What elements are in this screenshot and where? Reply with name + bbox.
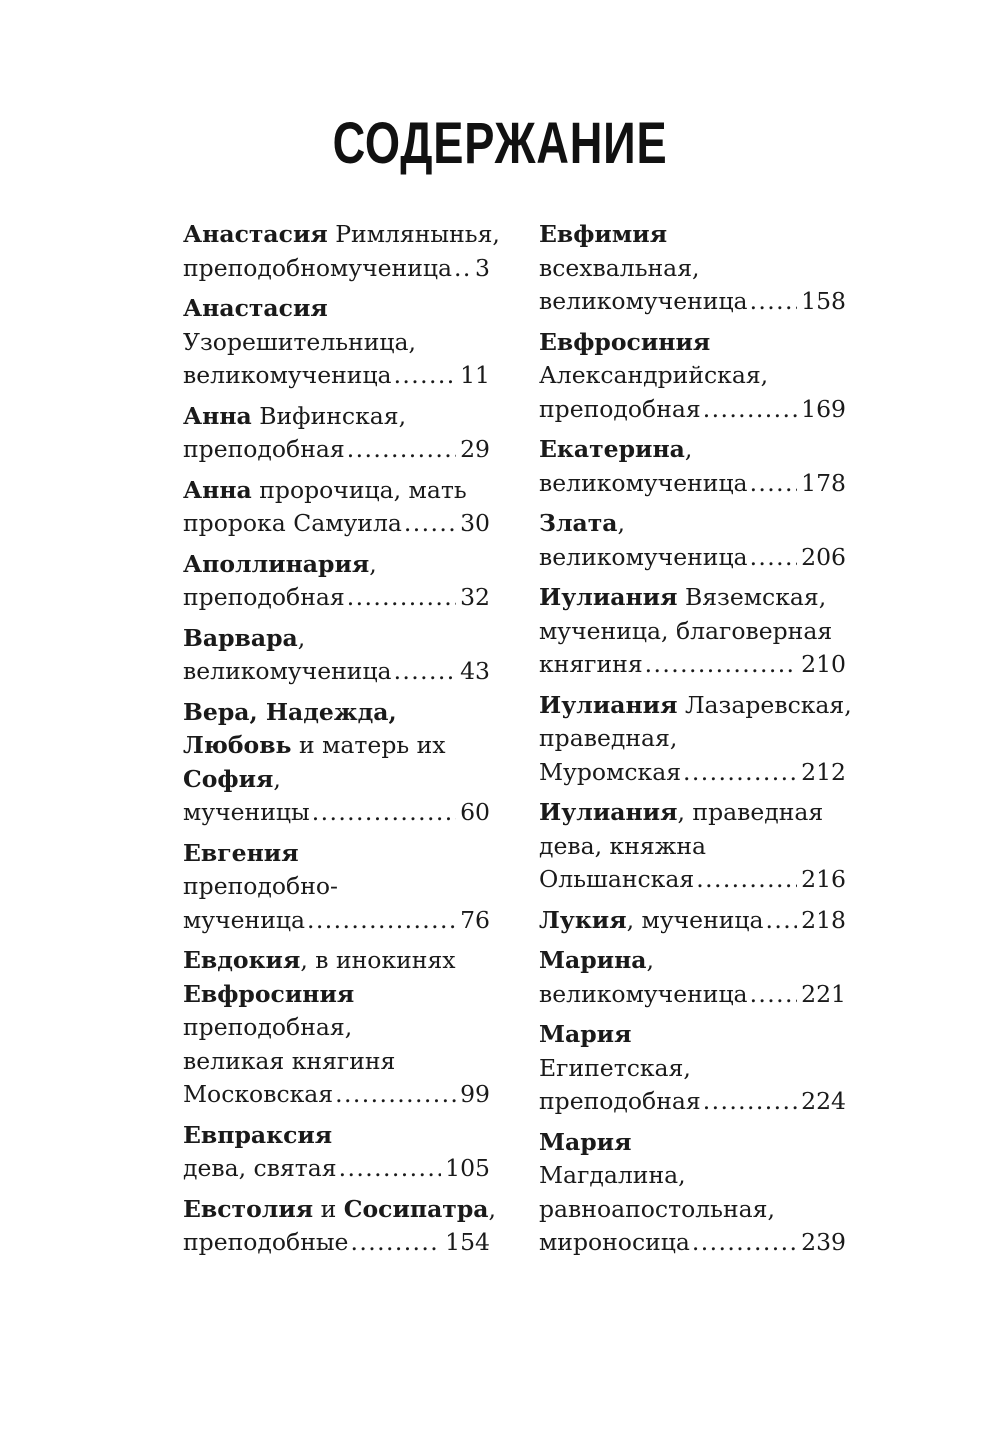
entry-text: Узорешительница, <box>183 327 416 356</box>
toc-column-right <box>539 218 852 1267</box>
entry-text: равноапостольная, <box>539 1194 775 1223</box>
toc-column-left <box>183 218 500 1267</box>
page-number: 30 <box>460 509 490 537</box>
dot-leader <box>683 756 797 790</box>
page-title: СОДЕРЖАНИЕ <box>332 111 668 176</box>
entry-text: великомученица <box>183 361 392 389</box>
saint-name: Евстолия <box>183 1194 314 1223</box>
entry-text: преподобная <box>539 1087 701 1115</box>
toc-entry <box>539 1126 846 1260</box>
saint-name: Марина <box>539 946 647 974</box>
toc-entry-line <box>539 756 846 790</box>
toc-entry-line <box>539 830 846 864</box>
page-number: 43 <box>460 657 490 685</box>
saint-name: Злата <box>539 509 618 537</box>
toc-entry-line <box>183 507 490 541</box>
toc-entry <box>183 548 490 615</box>
dot-leader <box>347 581 456 615</box>
entry-text: , <box>369 549 377 578</box>
toc-entry <box>183 474 490 541</box>
entry-text: дева, княжна <box>539 831 707 860</box>
toc-entry-line <box>183 870 490 904</box>
toc-entry-line <box>183 978 490 1012</box>
toc-entry <box>183 944 490 1112</box>
toc-entry-line <box>183 763 490 797</box>
toc-entry-line <box>183 548 490 582</box>
entry-text: мученица <box>183 905 305 934</box>
entry-text: великомученица <box>183 657 392 685</box>
saint-name: Анастасия <box>183 294 328 322</box>
toc-entry-line <box>539 285 846 319</box>
dot-leader <box>347 433 456 467</box>
dot-leader <box>703 1085 797 1119</box>
toc-entry-line <box>183 655 490 689</box>
toc-entry <box>183 218 500 285</box>
entry-text: Московская <box>183 1080 334 1108</box>
toc-entry-line <box>183 696 490 730</box>
toc-entry-line <box>183 1119 490 1153</box>
page-number: 99 <box>460 1080 490 1108</box>
toc-entry-line <box>183 1152 490 1186</box>
entry-text: Римлянынья, <box>327 220 500 248</box>
page-number: 76 <box>460 905 490 934</box>
entry-text: и матерь их <box>291 731 446 759</box>
toc-entry <box>539 326 846 427</box>
toc-entry-line <box>183 622 490 656</box>
dot-leader <box>750 541 798 575</box>
toc-entry-line <box>183 729 490 763</box>
entry-text: Александрийская, <box>539 361 769 389</box>
toc-entry-line <box>539 218 846 252</box>
saint-name: Анастасия <box>183 220 328 248</box>
saint-name: Иулиания <box>539 690 678 719</box>
toc-entry-line <box>539 689 852 723</box>
entry-text: Ольшанская <box>539 865 695 893</box>
toc-entry-line <box>539 393 846 427</box>
entry-text: Вяземская, <box>677 583 827 611</box>
toc-entry-line <box>183 292 490 326</box>
entry-text: великомученица <box>539 979 748 1008</box>
saint-name: Лукия <box>539 905 627 934</box>
toc-entry-line <box>539 326 846 360</box>
saint-name: Евфросиния <box>539 327 711 356</box>
entry-text: Египетская, <box>539 1053 691 1082</box>
page-number: 224 <box>801 1087 846 1115</box>
saint-name: Евпраксия <box>183 1120 333 1149</box>
toc-entry-line <box>183 581 490 615</box>
toc-entry-line <box>539 978 846 1012</box>
entry-text: , мученица <box>626 905 764 934</box>
page-number: 216 <box>801 865 846 893</box>
entry-text: праведная, <box>539 724 678 752</box>
entry-text: пророка Самуила <box>183 509 402 537</box>
toc-entry-line <box>183 359 490 393</box>
entry-text: преподобная <box>183 435 345 463</box>
page-number: 11 <box>460 361 490 389</box>
toc-entry-line <box>539 1159 846 1193</box>
entry-text: Вифинская, <box>251 401 407 430</box>
dot-leader <box>696 863 797 897</box>
toc-entry-line <box>539 1126 846 1160</box>
entry-text: преподобные <box>183 1228 349 1256</box>
toc-entry <box>539 944 846 1011</box>
entry-text: княгиня <box>539 650 643 678</box>
toc-entry-line <box>183 433 490 467</box>
saint-name: Сосипатра <box>343 1194 489 1223</box>
saint-name: Евфросиния <box>183 979 355 1008</box>
dot-leader <box>750 467 798 501</box>
toc-entry-line <box>183 326 490 360</box>
toc-entry-line <box>539 1085 846 1119</box>
page-number: 105 <box>445 1154 490 1182</box>
page-number: 3 <box>475 253 490 282</box>
toc-entry-line <box>539 541 846 575</box>
toc-entry-line <box>539 796 846 830</box>
page-number: 158 <box>801 287 846 315</box>
dot-leader <box>404 507 456 541</box>
page-number: 210 <box>801 650 846 678</box>
entry-text: , <box>684 435 693 463</box>
toc-entry <box>539 904 846 938</box>
entry-text: преподобная, <box>183 1013 353 1041</box>
toc-entry-line <box>539 1018 846 1052</box>
toc-entry <box>539 433 846 500</box>
toc-entry-line <box>539 507 846 541</box>
toc-entry <box>183 400 490 467</box>
entry-text: великомученица <box>539 287 748 315</box>
entry-text: преподобномученица <box>183 253 452 282</box>
entry-text: мученица, благоверная <box>539 616 833 645</box>
toc-entry <box>183 1193 497 1260</box>
toc-entry <box>183 1119 490 1186</box>
toc-entry-line <box>183 904 490 938</box>
saint-name: Анна <box>183 401 252 430</box>
page-number: 221 <box>801 979 846 1008</box>
entry-text: мученицы <box>183 798 310 826</box>
toc-entry-line <box>183 796 490 830</box>
toc-entry-line <box>539 722 846 756</box>
page-number: 218 <box>801 905 846 934</box>
toc-entry-line <box>539 433 846 467</box>
entry-text: пророчица, мать <box>251 475 467 504</box>
toc-entry <box>539 218 846 319</box>
toc-entry-line <box>183 474 490 508</box>
entry-text: , <box>273 764 281 793</box>
entry-text: , <box>488 1194 497 1223</box>
entry-text: Муромская <box>539 757 682 786</box>
dot-leader <box>703 393 797 427</box>
saint-name: Мария <box>539 1020 632 1048</box>
toc-entry-line <box>539 904 846 938</box>
saint-name: Мария <box>539 1127 632 1156</box>
page-number: 154 <box>445 1228 490 1256</box>
page-number: 239 <box>801 1228 846 1256</box>
entry-text: всехвальная, <box>539 253 700 282</box>
entry-text: великая княгиня <box>183 1046 396 1075</box>
page-number: 32 <box>460 583 490 611</box>
toc-entry-line <box>539 944 846 978</box>
toc-entry-line <box>539 252 846 286</box>
saint-name: Аполлинария <box>183 549 370 578</box>
entry-text: , <box>297 623 306 652</box>
toc-entry <box>183 292 490 393</box>
entry-text: великомученица <box>539 468 748 497</box>
dot-leader <box>645 648 798 682</box>
dot-leader <box>312 796 456 830</box>
toc-entry-line <box>183 1193 497 1227</box>
page-number: 212 <box>801 757 846 786</box>
entry-text: дева, святая <box>183 1154 337 1182</box>
entry-text: , <box>617 509 626 537</box>
toc-entry-line <box>539 648 846 682</box>
toc-entry <box>539 581 846 682</box>
dot-leader <box>750 285 798 319</box>
toc-entry <box>539 689 852 790</box>
toc-entry-line <box>183 1078 490 1112</box>
toc-entry-line <box>539 1193 846 1227</box>
page-number: 178 <box>801 468 846 497</box>
dot-leader <box>454 252 471 286</box>
saint-name: Любовь <box>183 731 292 759</box>
toc-entry-line <box>183 1226 490 1260</box>
toc-entry-line <box>183 1045 490 1079</box>
dot-leader <box>307 904 456 938</box>
toc-entry <box>183 696 490 830</box>
entry-text: преподобно- <box>183 872 338 900</box>
dot-leader <box>750 978 798 1012</box>
dot-leader <box>335 1078 456 1112</box>
dot-leader <box>350 1226 441 1260</box>
saint-name: Вера, Надежда, <box>183 697 397 726</box>
dot-leader <box>766 904 798 938</box>
entry-text: , в инокинях <box>300 946 456 974</box>
entry-text: Лазаревская, <box>677 690 852 719</box>
toc-entry <box>539 796 846 897</box>
entry-text: преподобная <box>183 583 345 611</box>
page-number: 29 <box>460 435 490 463</box>
toc-entry-line <box>183 252 490 286</box>
dot-leader <box>339 1152 442 1186</box>
saint-name: Анна <box>183 475 252 504</box>
page-number: 169 <box>801 394 846 423</box>
toc-entry <box>183 622 490 689</box>
entry-text: и <box>313 1194 344 1223</box>
toc-entry-line <box>539 581 846 615</box>
toc-entry-line <box>539 1052 846 1086</box>
toc-entry-line <box>539 863 846 897</box>
saint-name: Екатерина <box>539 435 685 463</box>
saint-name: Варвара <box>183 623 298 652</box>
toc-entry-line <box>539 1226 846 1260</box>
saint-name: София <box>183 764 274 793</box>
dot-leader <box>394 359 457 393</box>
toc-entry-line <box>183 218 500 252</box>
entry-text: мироносица <box>539 1228 690 1256</box>
saint-name: Евгения <box>183 838 299 867</box>
saint-name: Иулиания <box>539 583 678 611</box>
toc-entry <box>183 837 490 938</box>
entry-text: преподобная <box>539 394 701 423</box>
saint-name: Евфимия <box>539 220 668 248</box>
page-number: 60 <box>460 798 490 826</box>
toc-entry-line <box>183 944 490 978</box>
toc-entry-line <box>539 615 846 649</box>
saint-name: Евдокия <box>183 946 301 974</box>
dot-leader <box>692 1226 797 1260</box>
toc-entry <box>539 507 846 574</box>
toc-entry <box>539 1018 846 1119</box>
entry-text: Магдалина, <box>539 1161 686 1189</box>
toc-entry-line <box>539 359 846 393</box>
entry-text: , праведная <box>677 798 824 826</box>
saint-name: Иулиания <box>539 798 678 826</box>
toc-entry-line <box>183 1011 490 1045</box>
entry-text: великомученица <box>539 542 748 571</box>
page-number: 206 <box>801 542 846 571</box>
toc-entry-line <box>183 837 490 871</box>
toc-entry-line <box>183 400 490 434</box>
entry-text: , <box>646 946 655 974</box>
dot-leader <box>394 655 457 689</box>
toc-entry-line <box>539 467 846 501</box>
